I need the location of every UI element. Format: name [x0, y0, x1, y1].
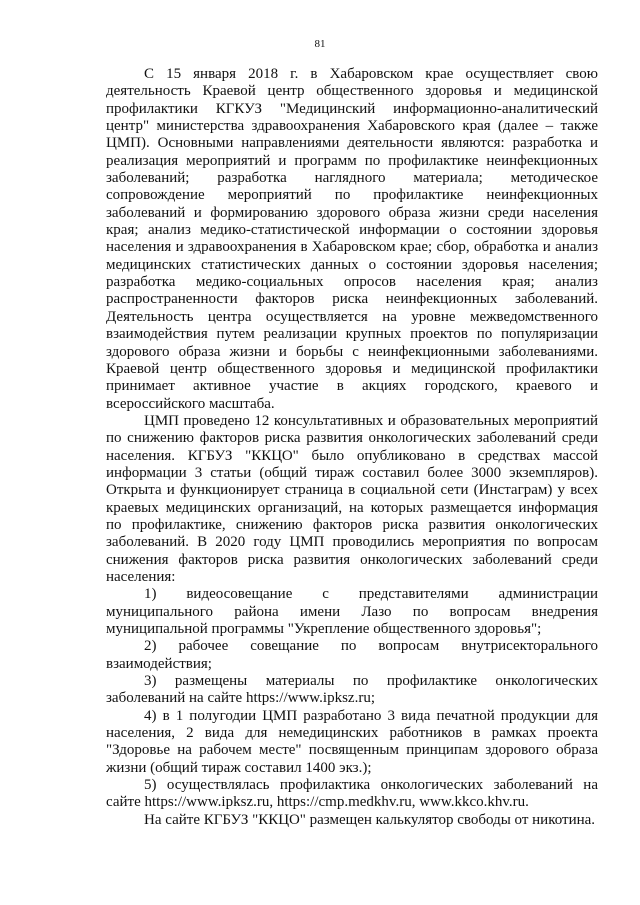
paragraph-nicotine-calculator: На сайте КГБУЗ "ККЦО" размещен калькулятор свободы от никотина. [144, 811, 596, 828]
paragraph-cmp-overview: С 15 января 2018 г. в Хабаровском крае осуществляет свою деятельность Краевой центр общественного здоровья и медицинской профилактики КГКУЗ "Медицинский информационно-аналитический центр" министерства здравоохранения Хабаровского края (далее – также ЦМП). Основными направлениями деятельности являются: разработка и реализация мероприятий и программ по профилактике неинфекционных заболеваний; разработка наглядного материала; методическое сопровождение мероприятий по профилактике неинфекционных заболеваний и формированию здорового образа жизни среди населения края; анализ медико-статистической информации о состоянии здоровья населения и здравоохранения в Хабаровском крае; сбор, обработка и анализ медицинских статистических данных о состоянии здоровья населения; разработка медико-социальных опросов населения края; анализ распространенности факторов риска неинфекционных заболеваний. Деятельность центра осуществляется на уровне межведомственного взаимодействия путем реализации крупных проектов по популяризации здорового образа жизни и борьбы с неинфекционными заболеваниями. Краевой центр общественного здоровья и медицинской профилактики принимает активное участие в акциях городского, краевого и всероссийского масштаба. [106, 66, 598, 412]
list-item-site-materials: 3) размещены материалы по профилактике онкологических заболеваний на сайте https://www.ipksz.ru; [106, 673, 598, 707]
list-item-site-prevention: 5) осуществлялась профилактика онкологических заболеваний на сайте https://www.ipksz.ru, https://cmp.medkhv.ru, www.kkco.khv.ru. [106, 777, 598, 811]
page-number: 81 [314, 38, 326, 50]
list-item-working-meeting: 2) рабочее совещание по вопросам внутрисекторального взаимодействия; [106, 638, 598, 672]
list-item-printed-products: 4) в 1 полугодии ЦМП разработано 3 вида печатной продукции для населения, 2 вида для немедицинских работников в рамках проекта "Здоровье на рабочем месте" посвященным принципам здорового образа жизни (общий тираж составил 1400 экз.); [106, 707, 598, 776]
document-body [106, 66, 598, 829]
paragraph-cmp-events: ЦМП проведено 12 консультативных и образовательных мероприятий по снижению факторов риска развития онкологических заболеваний среди населения. КГБУЗ "ККЦО" было опубликовано в средствах массой информации 3 статьи (общий тираж составил более 3000 экземпляров). Открыта и функционирует страница в социальной сети (Инстаграм) у всех краевых медицинских организаций, на которых размещается информация по профилактике, снижению факторов риска развития онкологических заболеваний. В 2020 году ЦМП проводились мероприятия по вопросам снижения факторов риска развития онкологических заболеваний среди населения: [106, 412, 598, 585]
list-item-videoconference: 1) видеосовещание с представителями администрации муниципального района имени Лазо по вопросам внедрения муниципальной программы "Укрепление общественного здоровья"; [106, 586, 598, 637]
